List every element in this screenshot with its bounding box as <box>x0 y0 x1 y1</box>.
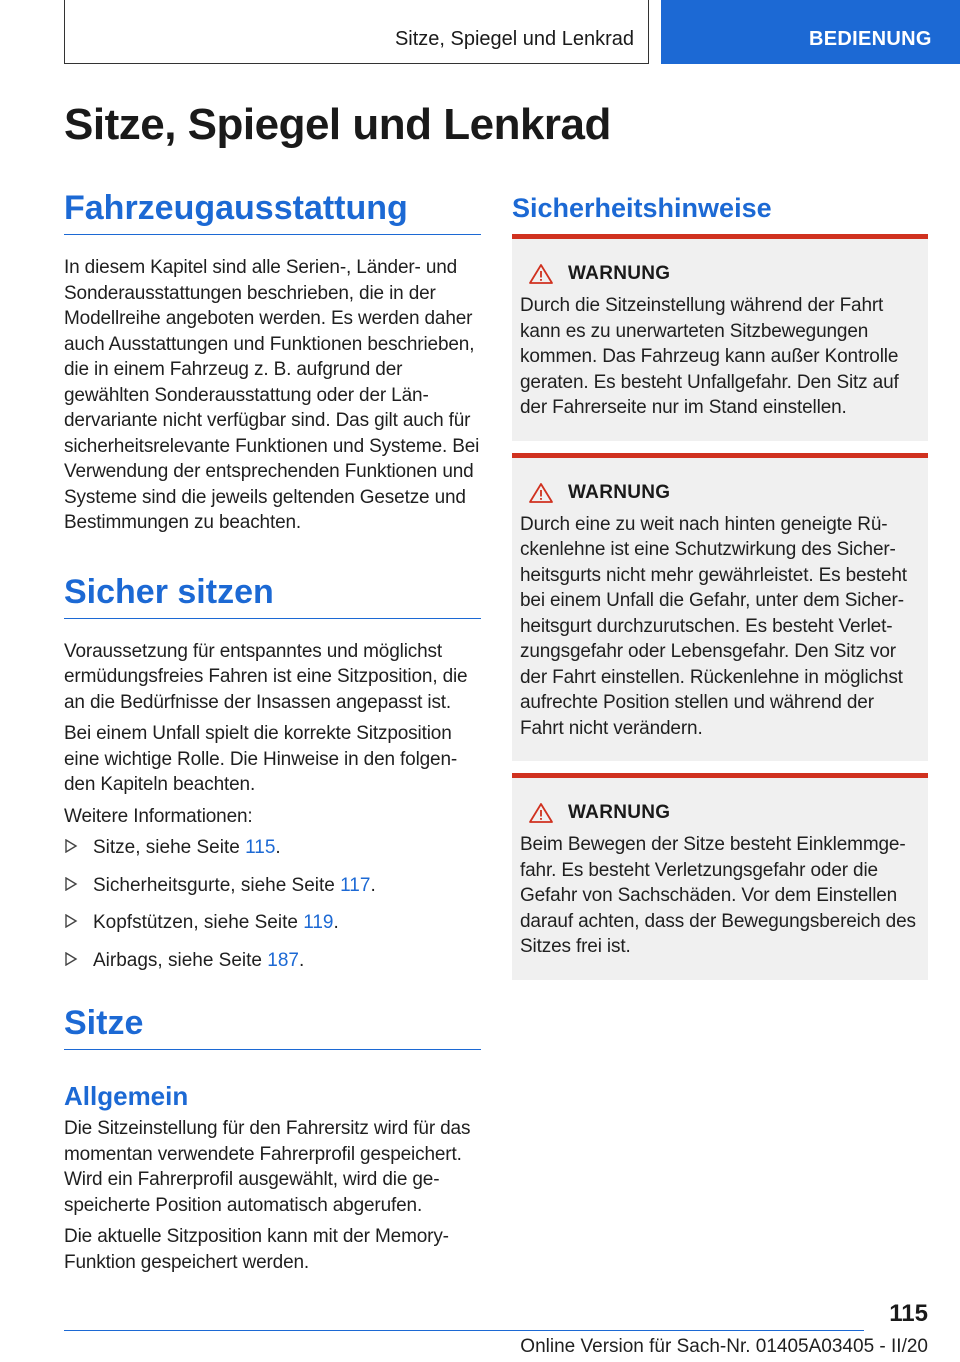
header-box <box>64 0 649 64</box>
heading-fahrzeugausstattung: Fahrzeugausstattung <box>64 188 481 235</box>
list-item <box>64 835 481 861</box>
warning-label: WARNUNG <box>568 802 671 823</box>
warning-header <box>520 482 920 504</box>
warning-box <box>512 234 928 441</box>
warning-text: Beim Bewegen der Sitze besteht Einklemmgefahr. Es besteht Verletzungsgefahr oder die Gefahr von Sachschäden. Vor dem Einstellen darauf achten, dass der Bewegungsbereich des Sitzes frei ist. <box>520 834 916 957</box>
header-section-title: Sitze, Spiegel und Lenkrad <box>394 28 634 50</box>
paragraph-weitere-informationen: Weitere Informationen: <box>64 805 253 827</box>
paragraph-fahrzeugausstattung: In diesem Kapitel sind alle Serien-, Länder- und Sonderausstattungen beschrieben, die in der Modellreihe angeboten werden. Es werden daher auch Ausstattungen und Funktionen beschrieben, die in einem Fahrzeug z. B. aufgrund der gewählten Sonderausstattung oder der Ländervariante nicht verfügbar sind. Das gilt auch für sicherheitsrelevante Funktionen und Systeme. Bei Verwendung der entsprechenden Funktionen und Systeme sind die jeweils geltenden Gesetze und Bestimmungen zu beachten. <box>64 257 480 533</box>
warning-box <box>512 773 928 980</box>
right-column <box>512 188 928 980</box>
list-item-text: Kopfstützen, siehe Seite <box>93 912 304 933</box>
warning-text: Durch die Sitzeinstellung während der Fahrt kann es zu unerwarteten Sitzbewegungen kommen. Das Fahrzeug kann außer Kontrolle geraten. Es besteht Unfallgefahr. Den Sitz auf der Fahrerseite nur im Stand einstellen. <box>520 295 899 418</box>
warning-triangle-icon <box>528 802 554 824</box>
left-column <box>64 188 481 1275</box>
list-item-end: . <box>298 949 305 971</box>
triangle-right-icon <box>64 877 78 891</box>
footer-text: Online Version für Sach-Nr. 01405A03405 - II/20 <box>520 1336 928 1357</box>
paragraph-sicher-sitzen-2: Bei einem Unfall spielt die korrekte Sitzposition eine wichtige Rolle. Die Hinweise in den folgenden Kapiteln beachten. <box>64 723 458 795</box>
warning-header <box>520 802 920 824</box>
page-link[interactable]: 115 <box>245 837 276 858</box>
list-item-text: Sicherheitsgurte, siehe Seite <box>93 874 341 896</box>
page-link[interactable]: 187 <box>267 949 299 971</box>
chapter-tab[interactable] <box>661 0 960 64</box>
page-link[interactable]: 117 <box>340 874 371 896</box>
warning-label: WARNUNG <box>568 263 671 284</box>
footer-divider <box>64 1330 864 1331</box>
list-item-end: . <box>370 874 376 896</box>
page-number: 115 <box>889 1300 928 1327</box>
list-item-text: Sitze, siehe Seite <box>93 837 246 858</box>
heading-sicher-sitzen: Sicher sitzen <box>64 572 481 619</box>
reference-list <box>64 835 481 973</box>
page-title: Sitze, Spiegel und Lenkrad <box>64 100 611 149</box>
warning-label: WARNUNG <box>568 481 671 503</box>
triangle-right-icon <box>64 952 78 966</box>
chapter-tab-label: BEDIENUNG <box>809 28 932 50</box>
subheading-allgemein: Allgemein <box>64 1081 189 1111</box>
paragraph-allgemein-2: Die aktuelle Sitzposition kann mit der Memory-Funktion gespeichert werden. <box>64 1226 449 1273</box>
list-item <box>64 873 481 899</box>
list-item <box>64 910 481 936</box>
warning-triangle-icon <box>528 263 554 285</box>
list-item-text: Airbags, siehe Seite <box>93 949 268 971</box>
page-link[interactable]: 119 <box>303 912 334 933</box>
warning-triangle-icon <box>528 482 554 504</box>
paragraph-sicher-sitzen-1: Voraussetzung für entspanntes und möglichst ermüdungsfreies Fahren ist eine Sitzposition, die an die Bedürfnisse der Insassen angepasst ist. <box>64 640 468 713</box>
warning-box <box>512 453 928 762</box>
heading-sicherheitshinweise: Sicherheitshinweise <box>512 193 772 223</box>
warning-header <box>520 263 920 285</box>
warning-text: Durch eine zu weit nach hinten geneigte Rückenlehne ist eine Schutzwirkung des Sicherheitsgurts nicht mehr gewährleistet. Es besteht bei einem Unfall die Gefahr, unter dem Sicherheitsgurt durchzurutschen. Es besteht Verletzungsgefahr oder Lebensgefahr. Den Sitz vor der Fahrt einstellen. Rückenlehne in möglichst aufrechte Position stellen und während der Fahrt nicht verändern. <box>520 513 907 739</box>
heading-sitze: Sitze <box>64 1003 481 1050</box>
paragraph-allgemein-1: Die Sitzeinstellung für den Fahrersitz wird für das momentan verwendete Fahrerprofil gespeichert. Wird ein Fahrerprofil ausgewählt, wird die gespeicherte Position automatisch abgerufen. <box>64 1118 471 1216</box>
list-item-end: . <box>275 837 281 858</box>
triangle-right-icon <box>64 914 78 928</box>
list-item <box>64 948 481 974</box>
list-item-end: . <box>333 912 339 933</box>
triangle-right-icon <box>64 839 78 853</box>
